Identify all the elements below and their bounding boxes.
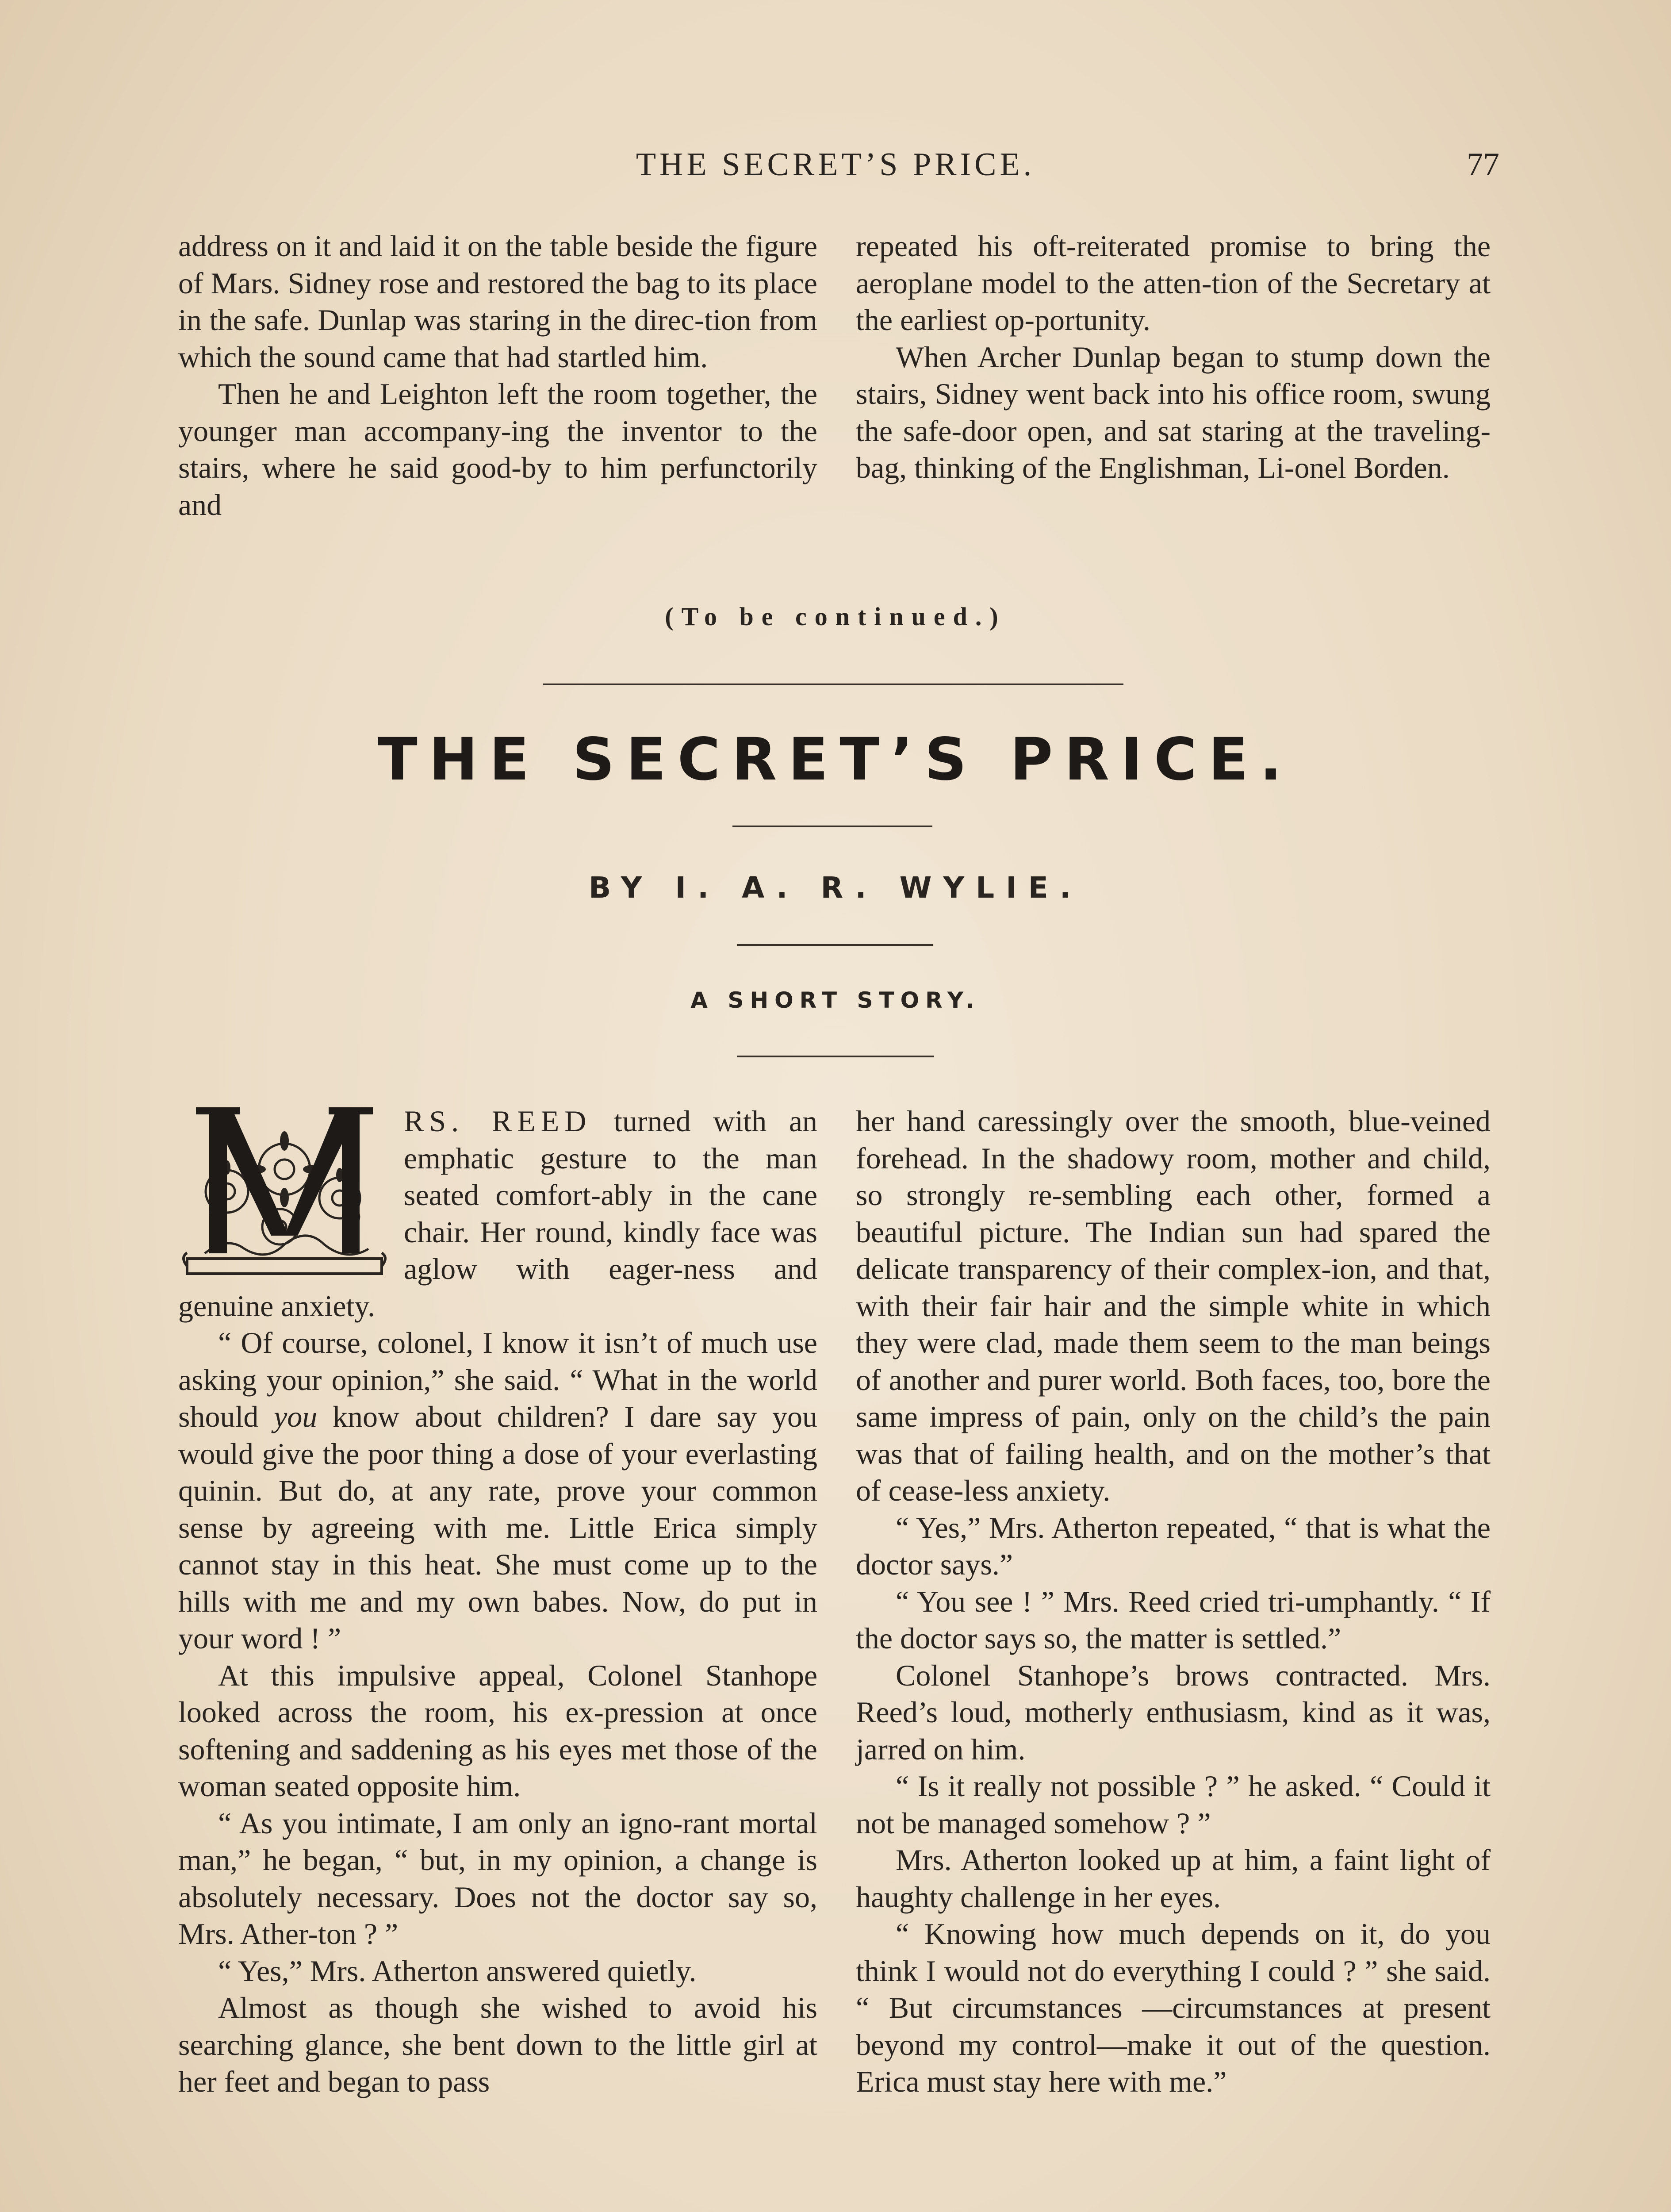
emphasis-text: you xyxy=(274,1400,318,1433)
previous-story-column-left xyxy=(178,228,817,523)
paragraph: repeated his oft-reiterated promise to bring the aeroplane model to the atten-tion of the Secretary at the earliest op-portunity. xyxy=(856,229,1491,337)
paragraph xyxy=(178,1325,817,1657)
byline-rule xyxy=(737,944,933,946)
running-title: THE SECRET’S PRICE. xyxy=(636,146,1035,183)
paragraph: Mrs. Atherton looked up at him, a faint light of haughty challenge in her eyes. xyxy=(856,1843,1491,1914)
paragraph-text: “ Of course, colonel, I know it isn’t of much use asking your opinion,” she said. “ What in the world should xyxy=(178,1326,817,1433)
byline: BY I. A. R. WYLIE. xyxy=(589,871,1082,905)
paragraph: Then he and Leighton left the room together, the younger man accompany-ing the inventor to the stairs, where he said good-by to him perfunctorily and xyxy=(178,377,817,522)
story-column-right xyxy=(856,1103,1491,2101)
paragraph: At this impulsive appeal, Colonel Stanhope looked across the room, his ex-pression at once softening and saddening as his eyes met those of the woman seated opposite him. xyxy=(178,1658,817,1803)
previous-story-column-right xyxy=(856,228,1491,487)
paragraph: “ As you intimate, I am only an igno-rant mortal man,” he began, “ but, in my opinion, a change is absolutely necessary. Does not the doctor say so, Mrs. Ather-ton ? ” xyxy=(178,1806,817,1951)
paragraph: When Archer Dunlap began to stump down the stairs, Sidney went back into his office room, swung the safe-door open, and sat staring at the traveling-bag, thinking of the Englishman, Li-onel Borden. xyxy=(856,340,1491,484)
subtitle-rule xyxy=(737,1056,934,1057)
title-rule xyxy=(732,826,932,827)
paragraph: “ Yes,” Mrs. Atherton answered quietly. xyxy=(218,1954,697,1988)
section-divider xyxy=(543,684,1123,685)
paragraph: Almost as though she wished to avoid his searching glance, she bent down to the little girl at her feet and began to pass xyxy=(178,1991,817,2098)
opening-small-caps: RS. REED xyxy=(404,1104,592,1138)
paragraph: address on it and laid it on the table beside the figure of Mars. Sidney rose and restored the bag to its place in the safe. Dunlap was staring in the direc-tion from which the sound came that had startled him. xyxy=(178,229,817,374)
to-be-continued-note: (To be continued.) xyxy=(665,602,1006,631)
paragraph: “ You see ! ” Mrs. Reed cried tri-umphantly. “ If the doctor says so, the matter is settled.” xyxy=(856,1584,1491,1655)
paragraph: Colonel Stanhope’s brows contracted. Mrs. Reed’s loud, motherly enthusiasm, kind as it was, jarred on him. xyxy=(856,1658,1491,1766)
paragraph: her hand caressingly over the smooth, blue-veined forehead. In the shadowy room, mother and child, so strongly re-sembling each other, formed a beautiful picture. The Indian sun had spared the delicate transparency of their complex-ion, and that, with their fair hair and the simple white in which they were clad, made them seem to the man beings of another and purer world. Both faces, too, bore the same impress of pain, only on the child’s the pain was that of failing health, and on the mother’s that of cease-less anxiety. xyxy=(856,1104,1491,1507)
story-title: THE SECRET’S PRICE. xyxy=(377,726,1294,794)
story-subtitle: A SHORT STORY. xyxy=(690,987,981,1013)
story-column-left xyxy=(178,1103,817,2101)
page-number: 77 xyxy=(1467,146,1499,183)
paragraph-text: know about children? I dare say you would give the poor thing a dose of your everlasting quinin. But do, at any rate, prove your common sense by agreeing with me. Little Erica simply cannot stay in this heat. She must come up to the hills with me and my own babes. Now, do put in your word ! ” xyxy=(178,1400,817,1655)
paragraph: “ Yes,” Mrs. Atherton repeated, “ that is what the doctor says.” xyxy=(856,1510,1491,1581)
paragraph: “ Knowing how much depends on it, do you think I would not do everything I could ? ” she said. “ But circumstances —circumstances at present beyond my control—make it out of the question. Erica must stay here with me.” xyxy=(856,1917,1491,2098)
paragraph: “ Is it really not possible ? ” he asked. “ Could it not be managed somehow ? ” xyxy=(856,1769,1491,1840)
decorative-dropcap-m xyxy=(178,1103,391,1280)
opening-paragraph-text: turned with an emphatic gesture to the man seated comfort-ably in the cane chair. Her round, kindly face was aglow with eager-ness and genuine anxiety. xyxy=(178,1104,817,1323)
